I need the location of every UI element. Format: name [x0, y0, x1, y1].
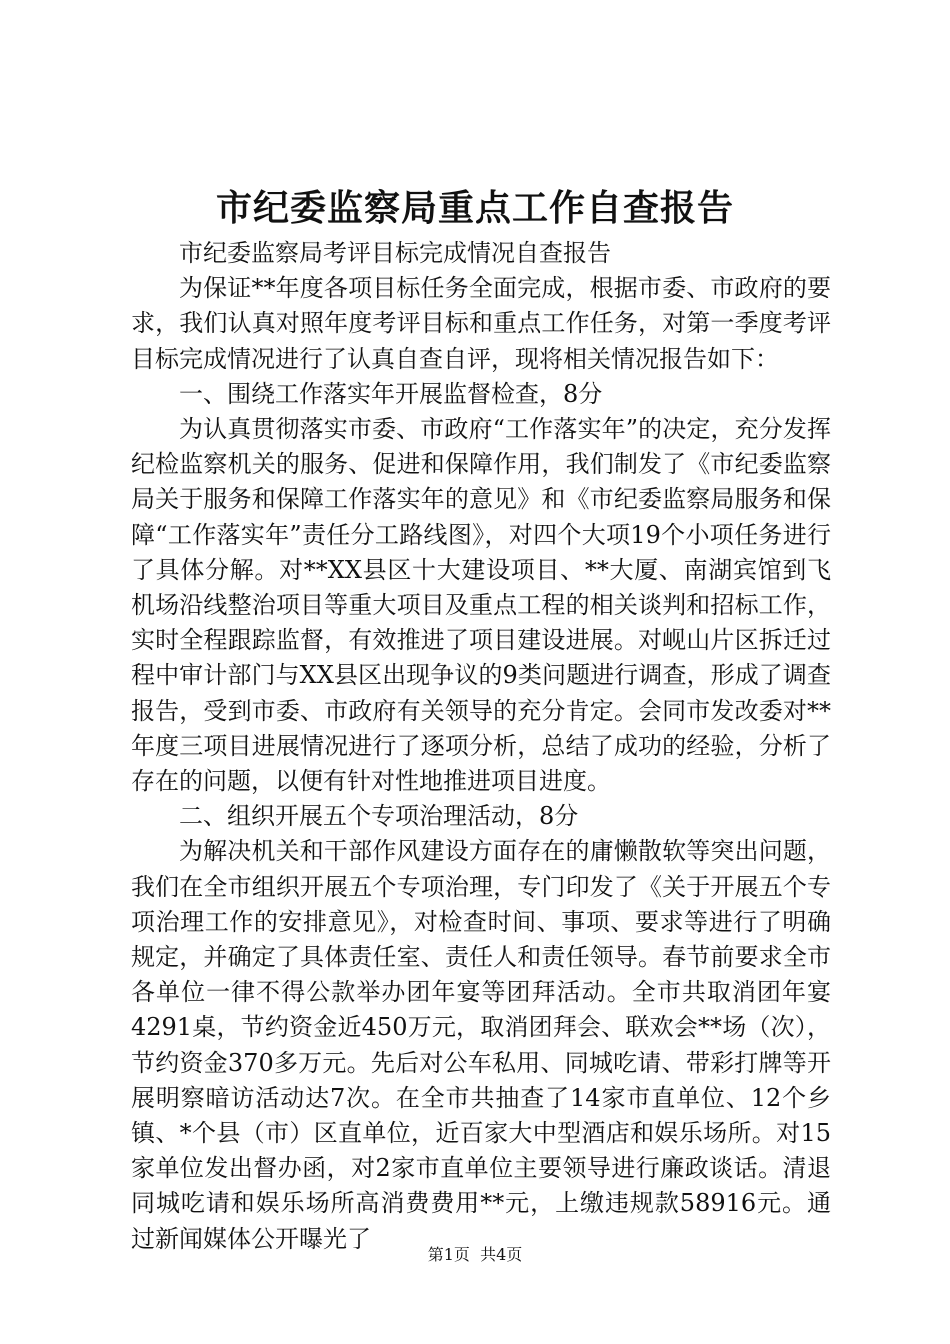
- section-1-paragraph: 为认真贯彻落实市委、市政府“工作落实年”的决定，充分发挥纪检监察机关的服务、促进和保障作用，我们制发了《市纪委监察局关于服务和保障工作落实年的意见》和《市纪委监察局服务和保障“工作落实年”责任分工路线图》，对四个大项19个小项任务进行了具体分解。对**XX县区十大建设项目、**大厦、南湖宾馆到飞机场沿线整治项目等重大项目及重点工程的相关谈判和招标工作，实时全程跟踪监督，有效推进了项目建设进展。对岘山片区拆迁过程中审计部门与XX县区出现争议的9类问题进行调查，形成了调查报告，受到市委、市政府有关领导的充分肯定。会同市发改委对**年度三项目进展情况进行了逐项分析，总结了成功的经验，分析了存在的问题，以便有针对性地推进项目进度。: [131, 415, 831, 796]
- section-heading-1: 一、围绕工作落实年开展监督检查，8分: [179, 379, 603, 408]
- intro-paragraph: 为保证**年度各项目标任务全面完成，根据市委、市政府的要求，我们认真对照年度考评目标和重点工作任务，对第一季度考评目标完成情况进行了认真自查自评，现将相关情况报告如下：: [131, 274, 831, 373]
- section-2-paragraph: 为解决机关和干部作风建设方面存在的庸懒散软等突出问题，我们在全市组织开展五个专项治理，专门印发了《关于开展五个专项治理工作的安排意见》，对检查时间、事项、要求等进行了明确规定，并确定了具体责任室、责任人和责任领导。春节前要求全市各单位一律不得公款举办团年宴等团拜活动。全市共取消团年宴4291桌，节约资金近450万元，取消团拜会、联欢会**场（次），节约资金370多万元。先后对公车私用、同城吃请、带彩打牌等开展明察暗访活动达7次。在全市共抽查了14家市直单位、12个乡镇、*个县（市）区直单位，近百家大中型酒店和娱乐场所。对15家单位发出督办函，对2家市直单位主要领导进行廉政谈话。清退同城吃请和娱乐场所高消费费用**元，上缴违规款58916元。通过新闻媒体公开曝光了: [131, 837, 831, 1253]
- document-body: [131, 236, 831, 1257]
- section-heading-2: 二、组织开展五个专项治理活动，8分: [179, 802, 579, 831]
- document-title: 市纪委监察局重点工作自查报告: [215, 187, 734, 229]
- page-number-footer: 第1页 共4页: [427, 1245, 523, 1264]
- subtitle-paragraph: 市纪委监察局考评目标完成情况自查报告: [179, 239, 611, 267]
